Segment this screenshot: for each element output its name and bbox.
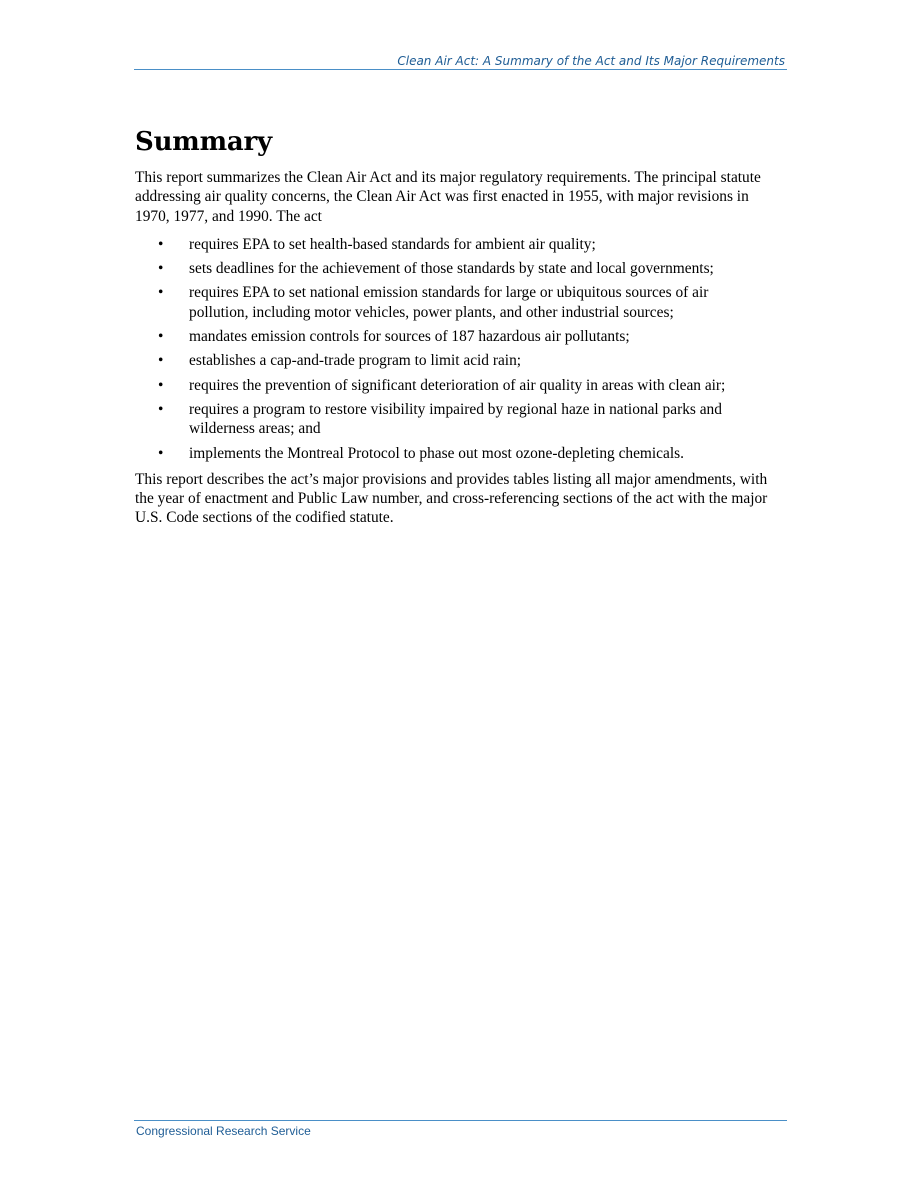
running-footer [134,1120,787,1139]
bullet-icon: • [158,328,164,346]
closing-paragraph: This report describes the act’s major provisions and provides tables listing all major amendments, with the year of enactment and Public Law number, and cross-referencing sections of the act with the major U.S. Code sections of the codified statute. [135,470,768,527]
list-item-text: requires a program to restore visibility impaired by regional haze in national parks and wilderness areas; and [189,400,722,438]
list-item [135,444,787,463]
list-item [135,400,787,439]
list-item [135,376,787,395]
list-item-text: requires EPA to set health-based standards for ambient air quality; [189,235,596,253]
bullet-icon: • [158,260,164,278]
list-item [135,327,787,346]
requirements-list [135,235,787,463]
bullet-icon: • [158,444,164,462]
list-item [135,351,787,370]
bullet-icon: • [158,376,164,394]
list-item-text: mandates emission controls for sources of 187 hazardous air pollutants; [189,328,630,346]
running-header [134,54,787,70]
list-item-text: sets deadlines for the achievement of those standards by state and local governments; [189,260,714,278]
footer-organization: Congressional Research Service [136,1124,311,1138]
list-item [135,235,787,254]
intro-paragraph: This report summarizes the Clean Air Act and its major regulatory requirements. The principal statute addressing air quality concerns, the Clean Air Act was first enacted in 1955, with major revisions in 1970, 1977, and 1990. The act [135,169,761,225]
list-item-text: implements the Montreal Protocol to phase out most ozone-depleting chemicals. [189,444,684,462]
list-item-text: establishes a cap-and-trade program to limit acid rain; [189,352,522,370]
bullet-icon: • [158,400,164,418]
bullet-icon: • [158,352,164,370]
bullet-icon: • [158,284,164,302]
bullet-icon: • [158,235,164,253]
list-item [135,259,787,278]
list-item-text: requires the prevention of significant deterioration of air quality in areas with clean air; [189,376,726,394]
list-item-text: requires EPA to set national emission standards for large or ubiquitous sources of air pollution, including motor vehicles, power plants, and other industrial sources; [189,284,709,321]
running-header-title: Clean Air Act: A Summary of the Act and Its Major Requirements [397,54,785,68]
page-content [135,124,787,528]
page-title: Summary [135,127,272,157]
list-item [135,283,787,322]
